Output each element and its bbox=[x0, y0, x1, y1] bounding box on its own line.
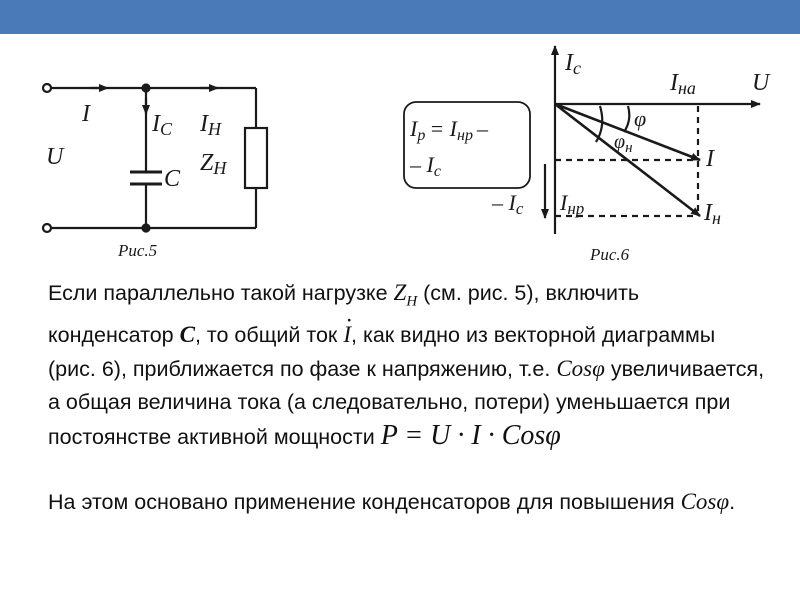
vector-labels bbox=[409, 50, 771, 264]
power-formula: P = U · I · Cosφ bbox=[380, 420, 561, 452]
terminal-bottom bbox=[43, 224, 51, 232]
svg-text:– Ic: – Ic bbox=[492, 190, 524, 218]
svg-text:Iн: Iн bbox=[704, 200, 721, 228]
svg-text:U bbox=[752, 70, 771, 96]
label-Ic-axis: I bbox=[565, 50, 573, 76]
label-U-axis: U bbox=[752, 70, 770, 96]
label-IC: I bbox=[152, 111, 160, 137]
svg-text:Iнр: Iнр bbox=[560, 190, 585, 218]
svg-text:U bbox=[46, 144, 65, 170]
label-phiH: φ bbox=[614, 131, 626, 153]
fig5-caption: Рис.5 bbox=[118, 241, 158, 260]
label-I-vector: I bbox=[706, 146, 714, 172]
body-paragraph-1: Если параллельно такой нагрузке $Z_H$ (см. рис. 5), включить конденсатор С, то общий ток · I, как видно из векторной диаграммы (рис. 6), приближается по фазе к напряжению, т.е. Cosφ увеличивается, а общая величина тока (а следовательно, потери) уменьшается при постоянстве активной мощности P = U · I · Cosφ bbox=[48, 276, 768, 454]
svg-text:– Ic: – Ic bbox=[410, 152, 441, 180]
svg-text:Ic: Ic bbox=[565, 50, 581, 78]
label-minus-Ic: – I bbox=[492, 190, 516, 215]
circuit-labels bbox=[46, 101, 227, 260]
fig6-caption: Рис.6 bbox=[590, 245, 630, 264]
load-resistor bbox=[245, 128, 267, 188]
svg-text:Iр= Iнр–: Iр = Iнр – bbox=[410, 116, 488, 144]
circuit-diagram bbox=[43, 84, 267, 232]
label-U: U bbox=[46, 144, 64, 170]
label-IH-vector: I bbox=[704, 200, 712, 226]
svg-text:I bbox=[705, 146, 715, 172]
capacitor-symbol: С bbox=[179, 322, 195, 348]
arc-phi bbox=[624, 106, 629, 132]
label-C: C bbox=[164, 166, 181, 192]
box-Ip: I bbox=[410, 116, 418, 141]
label-Ina: I bbox=[670, 70, 678, 96]
svg-text:C bbox=[164, 166, 181, 192]
cos-phi-2: Cosφ bbox=[680, 489, 730, 514]
zh-symbol: Z bbox=[393, 280, 407, 305]
label-IH: I bbox=[200, 111, 208, 137]
box-minus-Ic: – I bbox=[410, 152, 434, 177]
svg-text:ZH: ZH bbox=[200, 150, 227, 178]
body-paragraph-2: На этом основано применение конденсаторов для повышения Cosφ. bbox=[48, 489, 736, 514]
svg-text:IH: IH bbox=[200, 111, 221, 139]
cos-phi: Cosφ bbox=[556, 356, 605, 382]
label-ZH: Z bbox=[200, 150, 214, 176]
svg-text:φ bbox=[634, 106, 646, 131]
svg-text:Iна: Iна bbox=[670, 70, 696, 98]
label-I: I bbox=[82, 101, 90, 127]
svg-text:IC: IC bbox=[152, 111, 173, 139]
current-symbol: · I bbox=[343, 318, 351, 351]
label-Inp: I bbox=[560, 190, 568, 215]
header-band bbox=[0, 0, 800, 34]
terminal-top bbox=[43, 84, 51, 92]
label-phi: φ bbox=[634, 106, 647, 131]
svg-text:φн: $\varphi_н$ bbox=[614, 131, 633, 156]
circuit-and-vector-figures bbox=[0, 34, 800, 274]
svg-text:I bbox=[81, 101, 91, 127]
